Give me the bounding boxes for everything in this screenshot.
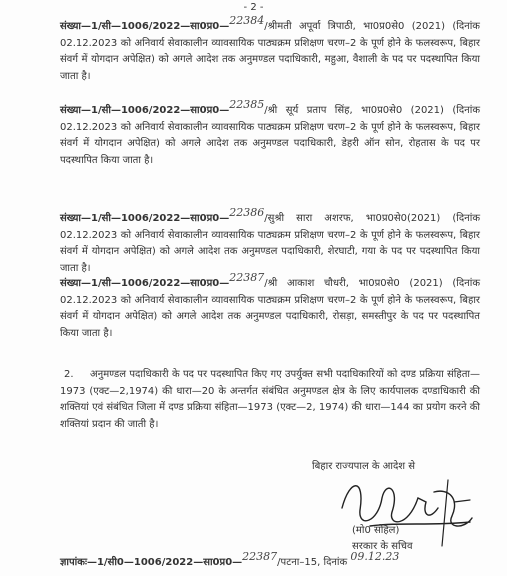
order-paragraph-4 bbox=[60, 271, 480, 342]
clause-number: 2. bbox=[64, 369, 74, 380]
reference-number: संख्या—1/सी—1006/2022—सा0प्र0— bbox=[60, 278, 230, 289]
handwritten-number: 22387 bbox=[229, 271, 265, 284]
memo-reference: ज्ञापांकः—1/सी0—1006/2022—सा0प्र0— bbox=[60, 557, 243, 568]
memo-place-date-label: /पटना–15, दिनांक bbox=[277, 557, 348, 568]
reference-number: संख्या—1/सी—1006/2022—सा0प्र0— bbox=[60, 213, 230, 224]
handwritten-number: 22385 bbox=[229, 98, 265, 111]
order-by-line: बिहार राज्यपाल के आदेश से bbox=[312, 461, 416, 472]
order-paragraph-1 bbox=[60, 14, 480, 85]
signatory-name: (मो0 सोहैल) bbox=[352, 525, 400, 536]
reference-number: संख्या—1/सी—1006/2022—सा0प्र0— bbox=[60, 105, 230, 116]
signatory-designation: सरकार के सचिव bbox=[352, 541, 413, 552]
reference-number: संख्या—1/सी—1006/2022—सा0प्र0— bbox=[60, 21, 230, 32]
memo-handwritten-number: 22387 bbox=[242, 550, 278, 563]
paragraph-body: /सुश्री सारा अशरफ, भा0प्र0से0(2021) (दिनांक 02.12.2023 को अनिवार्य सेवाकालीन व्यावसायिक पाठ्यक्रम प्रशिक्षण चरण–2 के पूर्ण होने के फलस्वरूप, बिहार संवर्ग में योगदान अपेक्षित) को अगले आदेश तक अनुमण्डल पदाधिकारी, शेरघाटी, गया के पद पर पदस्थापित किया जाता है। bbox=[60, 213, 480, 274]
paragraph-body: /श्रीमती अपूर्वा त्रिपाठी, भा0प्र0से0 (2021) (दिनांक 02.12.2023 को अनिवार्य सेवाकालीन व्यावसायिक पाठ्यक्रम प्रशिक्षण चरण–2 के पूर्ण होने के फलस्वरूप, बिहार संवर्ग में योगदान अपेक्षित) को अगले आदेश तक अनुमण्डल पदाधिकारी, महुआ, वैशाली के पद पर पदस्थापित किया जाता है। bbox=[60, 21, 480, 82]
handwritten-number: 22384 bbox=[229, 14, 265, 27]
memo-handwritten-date: 09.12.23 bbox=[350, 550, 400, 563]
clause-2 bbox=[60, 367, 480, 433]
memo-footer bbox=[60, 550, 400, 568]
page-number: - 2 - bbox=[243, 2, 264, 13]
paragraph-body: /श्री सूर्य प्रताप सिंह, भा0प्र0से0 (2021) (दिनांक 02.12.2023 को अनिवार्य सेवाकालीन व्यावसायिक पाठ्यक्रम प्रशिक्षण चरण–2 के पूर्ण होने के फलस्वरूप, बिहार संवर्ग में योगदान अपेक्षित) को अगले आदेश तक अनुमण्डल पदाधिकारी, डेहरी ऑन सोन, रोहतास के पद पर पदस्थापित किया जाता है। bbox=[60, 105, 480, 166]
clause-text: अनुमण्डल पदाधिकारी के पद पर पदस्थापित किए गए उपर्युक्त सभी पदाधिकारियों को दण्ड प्रक्रिया संहिता—1973 (एक्ट—2,1974) की धारा—20 के अन्तर्गत संबंधित अनुमण्डल क्षेत्र के लिए कार्यपालक दण्डाधिकारी की शक्तियां एवं संबंधित जिला में दण्ड प्रक्रिया संहिता—1973 (एक्ट—2, 1974) की धारा—144 का प्रयोग करने की शक्तियां प्रदान की जाती है। bbox=[60, 369, 480, 430]
handwritten-number: 22386 bbox=[229, 206, 265, 219]
order-paragraph-3 bbox=[60, 206, 480, 277]
order-paragraph-2 bbox=[60, 98, 480, 169]
paragraph-body: /श्री आकाश चौधरी, भा0प्र0से0 (2021) (दिनांक 02.12.2023 को अनिवार्य सेवाकालीन व्यावसायिक पाठ्यक्रम प्रशिक्षण चरण–2 के पूर्ण होने के फलस्वरूप, बिहार संवर्ग में योगदान अपेक्षित) को अगले आदेश तक अनुमण्डल पदाधिकारी, रोसड़ा, समस्तीपुर के पद पर पदस्थापित किया जाता है। bbox=[60, 278, 480, 339]
